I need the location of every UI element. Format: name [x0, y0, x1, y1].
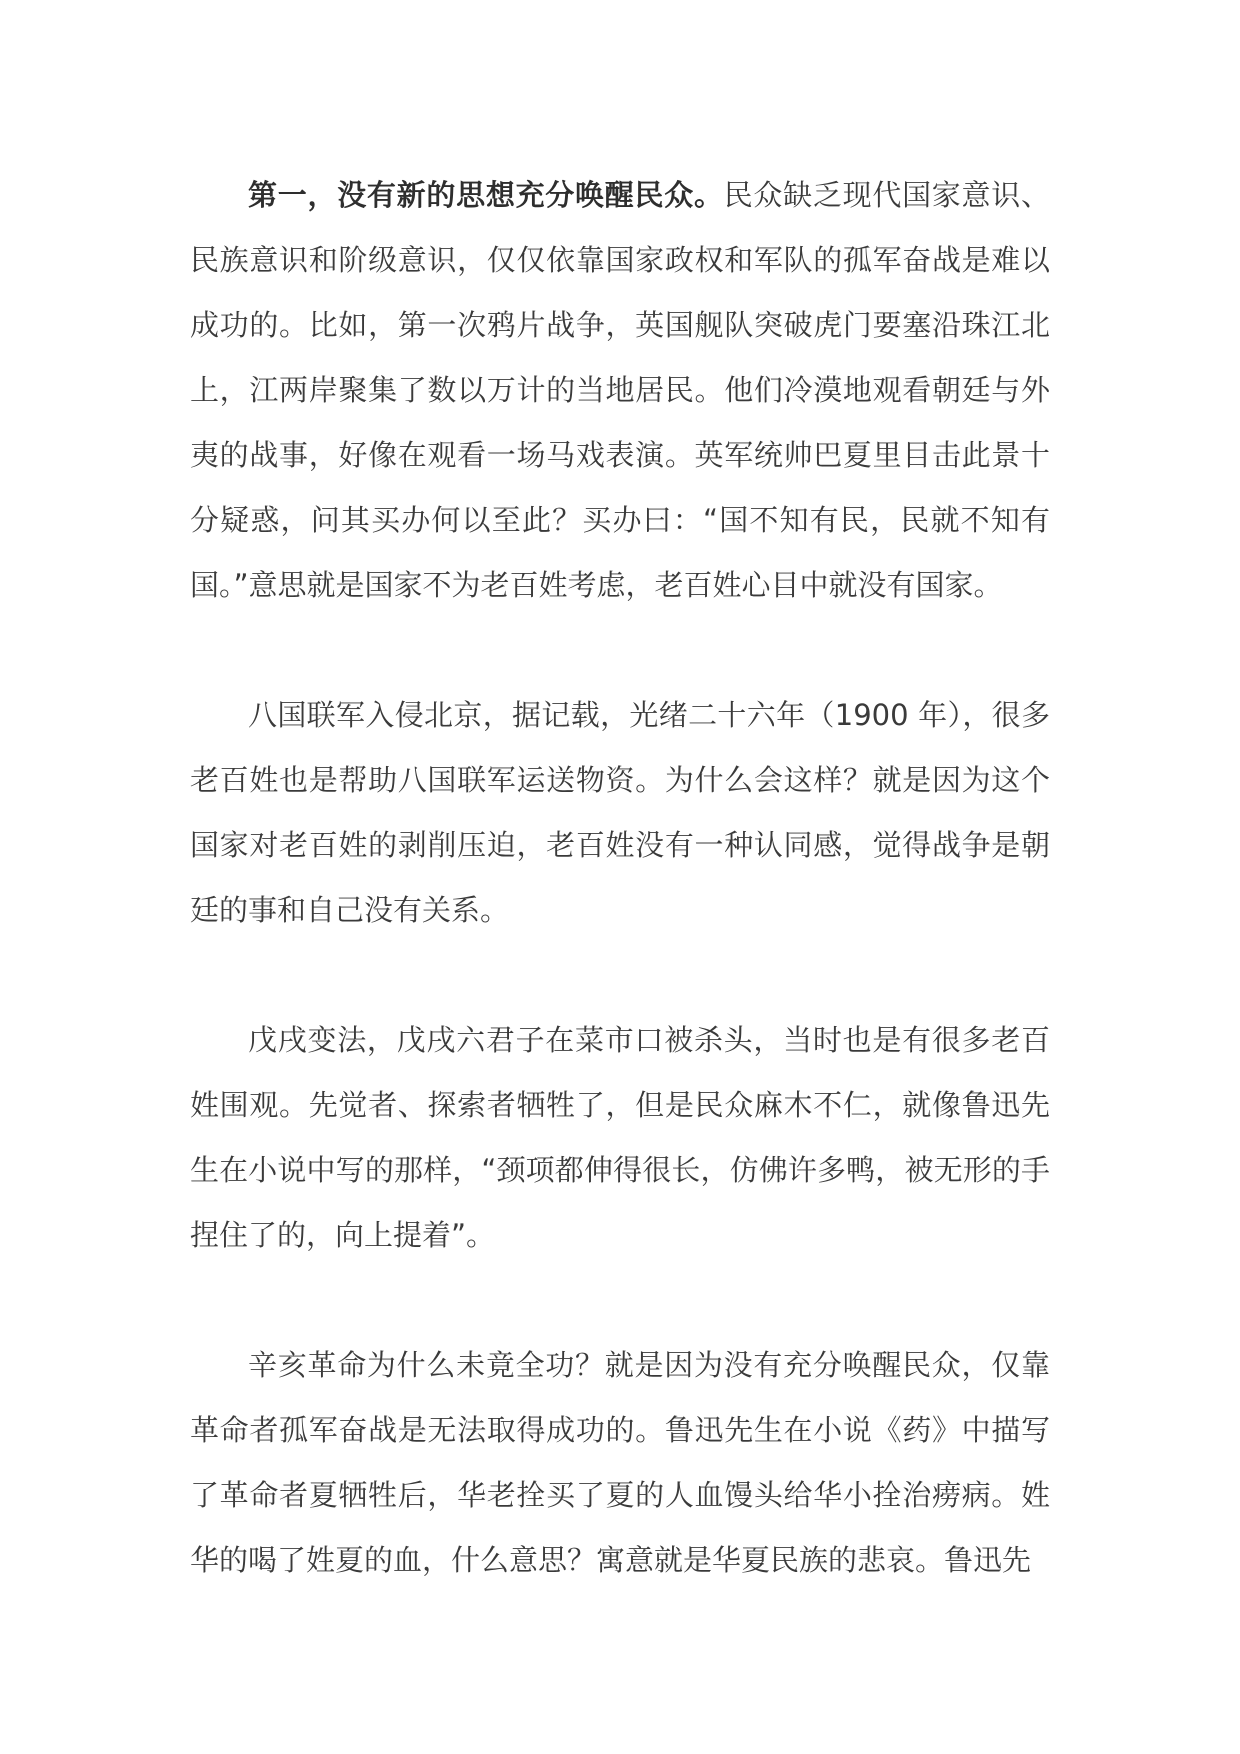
- paragraph-1: [190, 163, 1050, 618]
- document-body: [190, 163, 1050, 1593]
- paragraph-1-lead: 第一，没有新的思想充分唤醒民众。: [248, 178, 724, 212]
- paragraph-2-text: 八国联军入侵北京，据记载，光绪二十六年（1900 年），很多老百姓也是帮助八国联军运送物资。为什么会这样？就是因为这个国家对老百姓的剥削压迫，老百姓没有一种认同感，觉得战争是朝廷的事和自己没有关系。: [190, 698, 1050, 927]
- paragraph-4-text: 辛亥革命为什么未竟全功？就是因为没有充分唤醒民众，仅靠革命者孤军奋战是无法取得成功的。鲁迅先生在小说《药》中描写了革命者夏牺牲后，华老拴买了夏的人血馒头给华小拴治痨病。姓华的喝了姓夏的血，什么意思？寓意就是华夏民族的悲哀。鲁迅先: [190, 1348, 1050, 1577]
- paragraph-3: [190, 1008, 1050, 1268]
- paragraph-2: [190, 683, 1050, 943]
- paragraph-1-text: 民众缺乏现代国家意识、民族意识和阶级意识，仅仅依靠国家政权和军队的孤军奋战是难以成功的。比如，第一次鸦片战争，英国舰队突破虎门要塞沿珠江北上，江两岸聚集了数以万计的当地居民。他们冷漠地观看朝廷与外夷的战事，好像在观看一场马戏表演。英军统帅巴夏里目击此景十分疑惑，问其买办何以至此？买办曰：“国不知有民，民就不知有国。”意思就是国家不为老百姓考虑，老百姓心目中就没有国家。: [190, 178, 1050, 602]
- paragraph-4: [190, 1333, 1050, 1593]
- paragraph-3-text: 戊戌变法，戊戌六君子在菜市口被杀头，当时也是有很多老百姓围观。先觉者、探索者牺牲了，但是民众麻木不仁，就像鲁迅先生在小说中写的那样，“颈项都伸得很长，仿佛许多鸭，被无形的手捏住了的，向上提着”。: [190, 1023, 1050, 1252]
